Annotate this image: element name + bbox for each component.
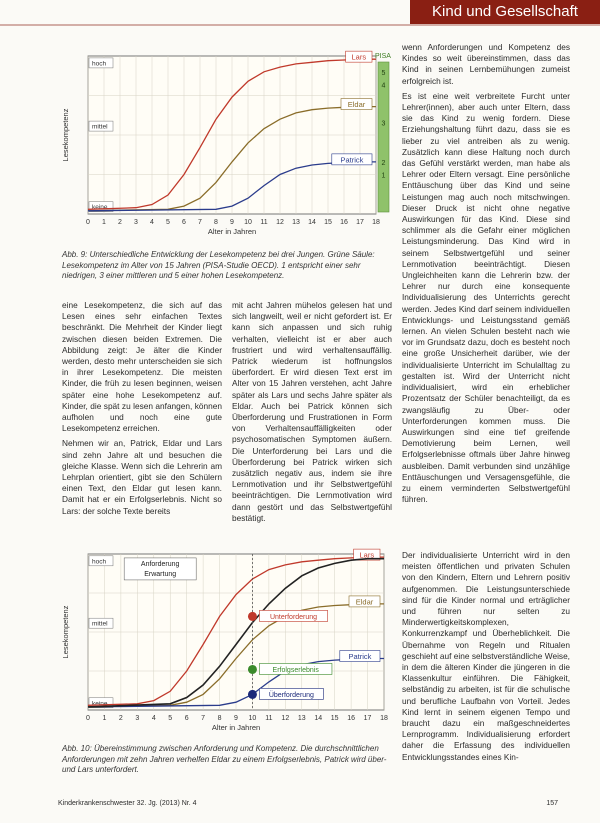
x-tick-label: 13 [292,219,300,226]
pisa-level: 3 [381,120,386,128]
level-label: hoch [92,60,107,68]
column-middle [232,300,392,528]
level-label: mittel [92,123,108,131]
x-tick-label: 13 [297,715,306,722]
x-tick-label: 12 [276,219,284,226]
x-tick-label: 1 [102,715,107,722]
x-tick-label: 9 [230,219,234,226]
x-tick-label: 6 [184,715,189,722]
y-axis-label: Lesekompetenz [61,605,70,659]
x-tick-label: 5 [166,219,170,226]
x-axis-label: Alter in Jahren [207,227,257,236]
x-tick-label: 18 [380,715,388,722]
expectation-label: Anforderung [140,560,180,568]
x-tick-label: 15 [324,219,332,226]
paragraph: wenn Anforderungen und Kompetenz des Kindes so weit übereinstimmen, dass das Kind in seinen Lernbemühungen zumeist erfolgreich ist. [402,42,570,86]
point-label: Unterforderung [269,613,318,621]
data-point [248,665,257,674]
series-label: Patrick [348,652,372,662]
figure-2-chart [58,540,394,740]
column-right-bottom [402,550,570,767]
level-label: keine [92,700,108,708]
x-tick-label: 10 [248,715,257,722]
series-label: Eldar [347,100,366,110]
column-left [62,300,222,521]
x-tick-label: 18 [372,219,380,226]
point-label: Erfolgserlebnis [272,666,319,674]
x-tick-label: 8 [217,715,222,722]
x-tick-label: 0 [86,219,90,226]
series-label: Lars [351,52,367,62]
data-point [248,612,257,621]
x-tick-label: 17 [356,219,364,226]
x-tick-label: 14 [308,219,316,226]
x-tick-label: 14 [314,715,323,722]
page-footer [58,800,558,807]
x-tick-label: 11 [260,219,268,226]
paragraph: Der individualisierte Unterricht wird in den meisten öffentlichen und privaten Schulen von den Kindern, Eltern und Lehrern positiv aufgenommen. Die Leistungsunterschiede sind für die Kinder normal und erträglicher und führen nur selten zu Minderwertigkeitskomplexen, Konkurrenzkampf und Überheblichkeit. Die Übernahme von Regeln und Ritualen geschieht auf eine selbstverständliche Weise, in dem die älteren Kinder die jüngeren in die Klassenkultur einführen. Die Fähigkeit, selbständig zu arbeiten, ist für die schulische und berufliche Laufbahn von Vorteil. Jedes Kind lernt in seinem eigenen Tempo und braucht dazu ein maßgeschneidertes Lernprogramm. Individualisierung erfordert daher die Erfassung des individuellen Entwicklungsstandes eines Kin- [402,550,570,762]
column-right-top [402,42,570,509]
journal-info: Kinderkrankenschwester 32. Jg. (2013) Nr. 4 [58,800,197,807]
x-tick-label: 16 [347,715,356,722]
x-tick-label: 0 [86,715,90,722]
x-tick-label: 12 [281,715,290,722]
paragraph: eine Lesekompetenz, die sich auf das Lesen eines sehr einfachen Textes beschränkt. Die Mehrheit der Kinder liegt zwischen diesen beiden Extremen. Die Abbildung zeigt: Je älter die Kinder werden, desto mehr unterscheiden sie sich in ihrer Lesekompetenz. Die meisten Kinder, die früh zu lesen beginnen, weisen später eine hohe Lesekompetenz auf. Kinder, die spät zu lesen anfangen, können aufholen und noch eine gute Lesekompetenz erreichen. [62,300,222,434]
page-number: 157 [546,800,558,807]
level-label: keine [92,204,108,212]
level-label: mittel [92,620,108,628]
section-header [410,0,600,24]
point-label: Überforderung [268,691,314,699]
level-label: hoch [92,558,107,566]
x-tick-label: 8 [214,219,218,226]
x-tick-label: 5 [168,715,173,722]
x-tick-label: 1 [102,219,106,226]
figure-1-caption: Abb. 9: Unterschiedliche Entwicklung der Lesekompetenz bei drei Jungen. Grüne Säule: Lesekompetenz im Alter von 15 Jahren (PISA-Studie OECD). 1 entspricht einer sehr niedrigen, 3 einer mittleren und 5 einer hohen Lesekompetenz. [62,250,375,280]
paragraph: Nehmen wir an, Patrick, Eldar und Lars sind zehn Jahre alt und besuchen die gleiche Klasse. Wenn sich die Lehrerin am Lehrplan orientiert, gibt sie den Schülern einen Text, den Eldar gut lesen kann. Damit hat er ein Erfolgserlebnis. Nicht so Lars: der solche Texte bereits [62,438,222,516]
expectation-label: Erwartung [144,570,177,578]
paragraph: mit acht Jahren mühelos gelesen hat und sich langweilt, weil er nicht gefordert ist. Er kann sich anpassen und sich ruhig verhalten, vielleicht ist er aber auch frustriert und wird verhaltensauffällig. Patrick wiederum ist hoffnungslos überfordert. Er wird diesen Text erst im Alter von 15 Jahren verstehen, acht Jahre später als Lars und sechs Jahre später als Eldar. Auch bei Patrick können sich Überforderung und Frustrationen in Form von Verhaltensauffälligkeiten oder psychosomatischen Symptomen äußern. Die Unterforderung bei Lars und die Überforderung bei Patrick wirken sich zusätzlich negativ aus, indem sie ihre Lernmotivation und ihr Selbstwertgefühl beeinträchtigen. Die Lernmotivation wird dann gestört und das Selbstwertgefühl bestätigt. [232,300,392,523]
x-tick-label: 2 [118,715,123,722]
paragraph: Es ist eine weit verbreitete Furcht unter Lehrer(innen), aber auch unter Eltern, dass sie das Kind zu wenig fordern. Diese Erziehungshaltung führt dazu, dass sie es lieber zu viel antreiben als zu wenig. Zusätzlich kann diese Haltung noch durch das Gefühl verstärkt werden, man habe als Lehrer oder Eltern versagt. Eine persönliche Enttäuschung über das Kind und seine Leistungen mag auch noch mitschwingen. Dieser Druck ist nicht ohne negative Auswirkungen für das Kind. Diese sind schlimmer als die Gefahr einer möglichen Leistungsminderung. Das Kind wird in seinem Selbstwertgefühl und seiner Lernmotivation beeinträchtigt. Diesen Ungleichheiten kann die Lehrerin bzw. der Lehrer nur durch eine konsequente Individualisierung des Unterrichts gerecht werden. Jedes Kind darf seinem individuellen Entwicklungs- und Leistungsstand gemäß lernen. An vielen Schulen besteht nach wie vor im Grundsatz dazu, doch es besteht noch eine große Unsicherheit darüber, wie der individualisierte Unterricht im Schulalltag zu gestalten ist. Wird der Unterricht nicht individualisiert, wird ein erheblicher Prozentsatz der Schüler benachteiligt, da es zwangsläufig zu Über- oder Unterforderungen kommen muss. Die Auswirkungen sind eine tief greifende Demotivierung beim Lernen, weil Erfolgserlebnisse oftmals über Jahre hinweg ausbleiben. Damit verbunden sind unzählige Enttäuschungen und Versagensgefühle, die zu einem verminderten Selbstwertgefühl führen. [402,90,570,505]
data-point [248,690,257,699]
x-tick-label: 9 [234,715,238,722]
x-tick-label: 16 [340,219,348,226]
header-rule [0,24,600,26]
pisa-level: 1 [381,172,386,180]
x-tick-label: 2 [118,219,122,226]
figure-2-caption: Abb. 10: Übereinstimmung zwischen Anforderung und Kompetenz. Die durchschnittlichen Anforderungen mit zehn Jahren verhelfen Eldar zu einem Erfolgserlebnis, Patrick wird über- und Lars unterfordert. [62,744,387,774]
x-tick-label: 7 [198,219,202,226]
series-label: Lars [359,550,375,560]
series-label: Eldar [355,597,374,607]
section-title: Kind und Gesellschaft [432,3,578,20]
pisa-label: PISA [375,53,391,60]
x-tick-label: 11 [265,715,273,722]
pisa-level: 4 [381,82,386,90]
pisa-level: 5 [381,69,386,77]
x-tick-label: 4 [150,219,154,226]
x-tick-label: 4 [151,715,156,722]
x-axis-label: Alter in Jahren [211,723,261,732]
y-axis-label: Lesekompetenz [61,108,70,162]
x-tick-label: 15 [330,715,339,722]
pisa-level: 2 [381,159,386,167]
x-tick-label: 17 [363,715,372,722]
series-label: Patrick [340,155,364,165]
figure-1-chart [58,42,394,244]
x-tick-label: 3 [135,715,140,722]
x-tick-label: 7 [201,715,206,722]
x-tick-label: 3 [134,219,138,226]
x-tick-label: 10 [244,219,252,226]
x-tick-label: 6 [182,219,186,226]
